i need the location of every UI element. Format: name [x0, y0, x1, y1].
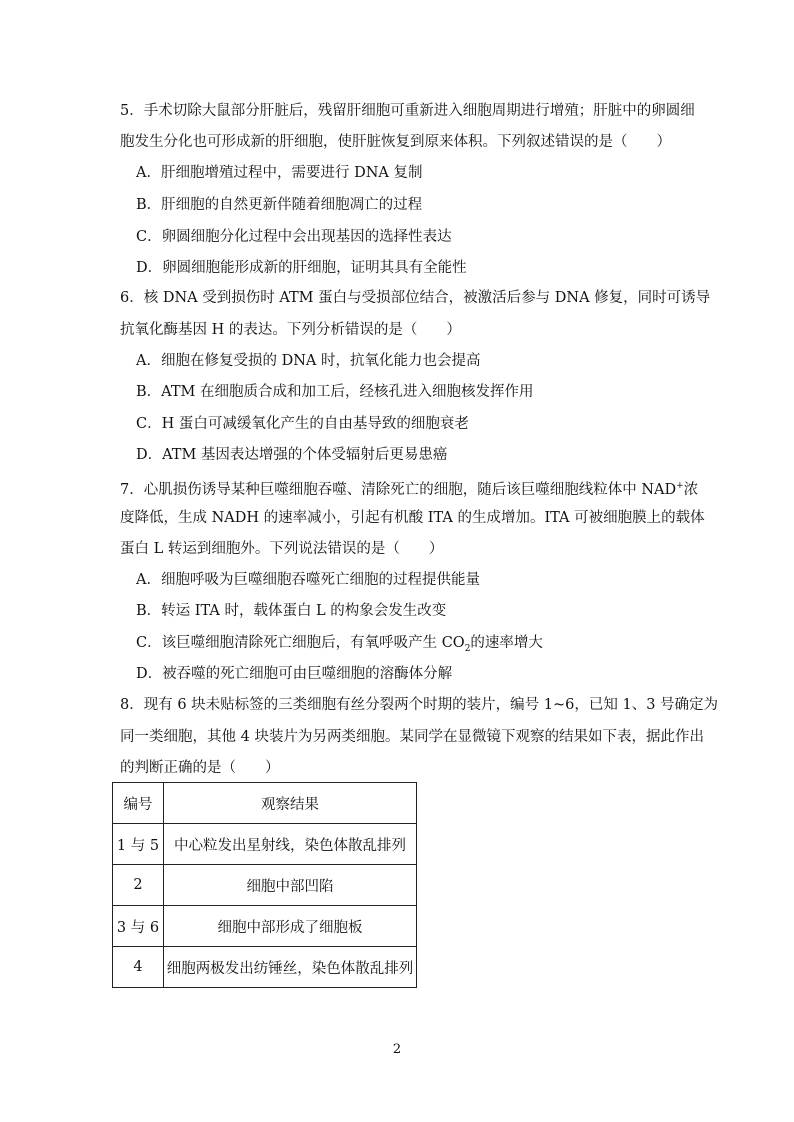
q5-option-c: C．卵圆细胞分化过程中会出现基因的选择性表达 — [136, 229, 452, 245]
table-cell-result: 细胞中部形成了细胞板 — [164, 906, 417, 947]
q7-option-a: A．细胞呼吸为巨噬细胞吞噬死亡细胞的过程提供能量 — [136, 572, 480, 588]
q7-option-c — [136, 633, 543, 659]
q5-stem-line1: 5．手术切除大鼠部分肝脏后，残留肝细胞可重新进入细胞周期进行增殖；肝脏中的卵圆细 — [120, 103, 695, 119]
co2-subscript: 2 — [464, 643, 471, 654]
q8-stem-line3: 的判断正确的是（ ） — [120, 760, 280, 776]
q7-stem-line3: 蛋白 L 转运到细胞外。下列说法错误的是（ ） — [120, 541, 444, 557]
q7-option-d: D．被吞噬的死亡细胞可由巨噬细胞的溶酶体分解 — [136, 666, 453, 682]
q8-stem-line2: 同一类细胞，其他 4 块装片为另两类细胞。某同学在显微镜下观察的结果如下表，据此作出 — [120, 729, 704, 745]
header-result: 观察结果 — [164, 783, 417, 824]
q7-stem-line1-text: 7．心肌损伤诱导某种巨噬细胞吞噬、清除死亡的细胞，随后该巨噬细胞线粒体中 NAD — [120, 481, 677, 498]
table-cell-id: 4 — [113, 947, 164, 988]
q5-stem-line2: 胞发生分化也可形成新的肝细胞，使肝脏恢复到原来体积。下列叙述错误的是（ ） — [120, 134, 671, 150]
q7-stem-line1 — [120, 476, 698, 500]
q5-option-d: D．卵圆细胞能形成新的肝细胞，证明其具有全能性 — [136, 260, 467, 276]
header-id: 编号 — [113, 783, 164, 824]
q6-stem-line2: 抗氧化酶基因 H 的表达。下列分析错误的是（ ） — [120, 322, 461, 338]
table-cell-id: 2 — [113, 865, 164, 906]
q6-option-c: C．H 蛋白可减缓氧化产生的自由基导致的细胞衰老 — [136, 416, 469, 432]
table-cell-id: 1 与 5 — [113, 824, 164, 865]
table-row — [113, 947, 417, 988]
q7-stem-line2: 度降低，生成 NADH 的速率减小，引起有机酸 ITA 的生成增加。ITA 可被细胞膜上的载体 — [120, 510, 705, 526]
q7-stem-line1-end: 浓 — [683, 481, 699, 498]
table-cell-id: 3 与 6 — [113, 906, 164, 947]
table-cell-result: 中心粒发出星射线，染色体散乱排列 — [164, 824, 417, 865]
nad-superscript: + — [676, 481, 684, 491]
q6-option-d: D．ATM 基因表达增强的个体受辐射后更易患癌 — [136, 447, 448, 463]
q8-stem-line1: 8．现有 6 块未贴标签的三类细胞有丝分裂两个时期的装片，编号 1~6，已知 1、3 号确定为 — [120, 697, 719, 713]
page-number: 2 — [392, 1042, 402, 1057]
q5-option-a: A．肝细胞增殖过程中，需要进行 DNA 复制 — [136, 165, 423, 181]
table-row — [113, 865, 417, 906]
q7-option-b: B．转运 ITA 时，载体蛋白 L 的构象会发生改变 — [136, 603, 447, 619]
q7-option-c-text: C．该巨噬细胞清除死亡细胞后，有氧呼吸产生 CO — [136, 635, 465, 651]
table-row — [113, 906, 417, 947]
table-header-row — [113, 783, 417, 824]
q6-option-b: B．ATM 在细胞质合成和加工后，经核孔进入细胞核发挥作用 — [136, 384, 534, 400]
table-cell-result: 细胞中部凹陷 — [164, 865, 417, 906]
q7-option-c-end: 的速率增大 — [470, 635, 543, 651]
q6-option-a: A．细胞在修复受损的 DNA 时，抗氧化能力也会提高 — [136, 353, 481, 369]
observation-table — [112, 782, 417, 988]
q5-option-b: B．肝细胞的自然更新伴随着细胞凋亡的过程 — [136, 197, 423, 213]
q6-stem-line1: 6．核 DNA 受到损伤时 ATM 蛋白与受损部位结合，被激活后参与 DNA 修复，同时可诱导 — [120, 290, 711, 306]
table-row — [113, 824, 417, 865]
table-cell-result: 细胞两极发出纺锤丝，染色体散乱排列 — [164, 947, 417, 988]
